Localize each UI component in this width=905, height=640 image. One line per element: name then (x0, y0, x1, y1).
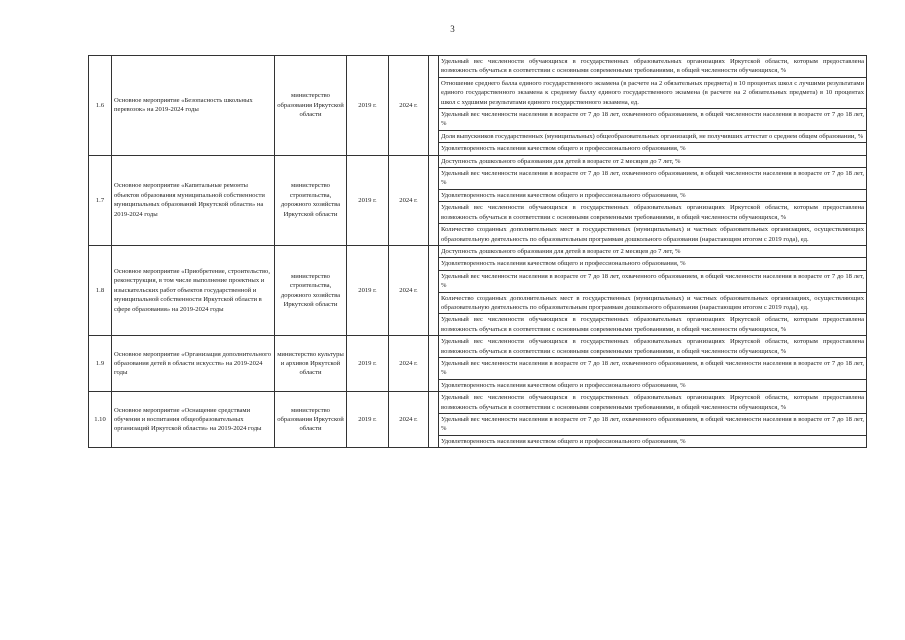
end-year: 2024 г. (389, 56, 429, 156)
end-year: 2024 г. (389, 336, 429, 392)
row-number: 1.8 (89, 245, 112, 335)
responsible-executor: министерство строительства, дорожного хозяйства Иркутской области (275, 155, 347, 245)
indicator-cell: Доля выпускников государственных (муниципальных) общеобразовательных организаций, не получивших аттестат о среднем общем образовании, % (439, 130, 867, 142)
indicator-cell: Удельный вес численности обучающихся в государственных образовательных организациях Иркутской области, которым предоставлена возможность обучаться в соответствии с основными современными требованиями, в общей численности обучающихся, % (439, 202, 867, 224)
activity-name: Основное мероприятие «Безопасность школьных перевозок» на 2019-2024 годы (112, 56, 275, 156)
table-row (89, 56, 867, 78)
spacer-cell (429, 155, 439, 245)
page-number: 3 (450, 24, 455, 34)
indicator-cell: Количество созданных дополнительных мест в государственных (муниципальных) и частных образовательных организациях, осуществляющих образовательную деятельность по образовательным программам дошкольного образования (нарастающим итогом с 2019 года), ед. (439, 292, 867, 314)
row-number: 1.7 (89, 155, 112, 245)
indicator-cell: Удельный вес численности обучающихся в государственных образовательных организациях Иркутской области, которым предоставлена возможность обучаться в соответствии с основными современными требованиями, в общей численности обучающихся, % (439, 336, 867, 358)
indicator-cell: Доступность дошкольного образования для детей в возрасте от 2 месяцев до 7 лет, % (439, 155, 867, 167)
indicator-cell: Удельный вес численности населения в возрасте от 7 до 18 лет, охваченного образованием, в общей численности населения в возрасте от 7 до 18 лет, % (439, 109, 867, 131)
start-year: 2019 г. (347, 392, 389, 448)
table-row (89, 336, 867, 358)
indicator-cell: Удельный вес численности населения в возрасте от 7 до 18 лет, охваченного образованием, в общей численности населения в возрасте от 7 до 18 лет, % (439, 357, 867, 379)
responsible-executor: министерство культуры и архивов Иркутской области (275, 336, 347, 392)
end-year: 2024 г. (389, 392, 429, 448)
row-number: 1.6 (89, 56, 112, 156)
spacer-cell (429, 56, 439, 156)
indicator-cell: Удовлетворенность населения качеством общего и профессионального образования, % (439, 143, 867, 155)
row-number: 1.9 (89, 336, 112, 392)
indicator-cell: Количество созданных дополнительных мест в государственных (муниципальных) и частных образовательных организациях, осуществляющих образовательную деятельность по образовательным программам дошкольного образования (нарастающим итогом с 2019 года), ед. (439, 224, 867, 246)
activity-name: Основное мероприятие «Оснащение средствами обучения и воспитания общеобразовательных организаций Иркутской области» на 2019-2024 годы (112, 392, 275, 448)
indicator-cell: Удовлетворенность населения качеством общего и профессионального образования, % (439, 258, 867, 270)
activity-name: Основное мероприятие «Капитальные ремонты объектов образования муниципальной собственности муниципальных образований Иркутской области» на 2019-2024 годы (112, 155, 275, 245)
indicator-cell: Отношение среднего балла единого государственного экзамена (в расчете на 2 обязательных предмета) в 10 процентах школ с лучшими результатами единого государственного экзамена к среднему баллу единого государственного экзамена (в расчете на 2 обязательных предмета) в 10 процентах школ с худшими результатами единого государственного экзамена, ед. (439, 77, 867, 108)
responsible-executor: министерство строительства, дорожного хозяйства Иркутской области (275, 245, 347, 335)
start-year: 2019 г. (347, 336, 389, 392)
activity-name: Основное мероприятие «Приобретение, строительство, реконструкция, в том числе выполнение проектных и изыскательских работ объектов государственной и муниципальной собственности Иркутской области в сфере образования» на 2019-2024 годы (112, 245, 275, 335)
spacer-cell (429, 336, 439, 392)
indicator-cell: Удельный вес численности населения в возрасте от 7 до 18 лет, охваченного образованием, в общей численности населения в возрасте от 7 до 18 лет, % (439, 414, 867, 436)
activity-name: Основное мероприятие «Организация дополнительного образования детей в области искусств» на 2019-2024 годы (112, 336, 275, 392)
indicator-cell: Удельный вес численности обучающихся в государственных образовательных организациях Иркутской области, которым предоставлена возможность обучаться в соответствии с основными современными требованиями, в общей численности обучающихся, % (439, 392, 867, 414)
start-year: 2019 г. (347, 155, 389, 245)
start-year: 2019 г. (347, 245, 389, 335)
indicator-cell: Удельный вес численности обучающихся в государственных образовательных организациях Иркутской области, которым предоставлена возможность обучаться в соответствии с основными современными требованиями, в общей численности обучающихся, % (439, 314, 867, 336)
spacer-cell (429, 392, 439, 448)
end-year: 2024 г. (389, 245, 429, 335)
table-row (89, 155, 867, 167)
indicator-cell: Удовлетворенность населения качеством общего и профессионального образования, % (439, 189, 867, 201)
indicator-cell: Доступность дошкольного образования для детей в возрасте от 2 месяцев до 7 лет, % (439, 245, 867, 257)
indicator-cell: Удовлетворенность населения качеством общего и профессионального образования, % (439, 435, 867, 447)
responsible-executor: министерство образования Иркутской области (275, 56, 347, 156)
row-number: 1.10 (89, 392, 112, 448)
indicator-cell: Удовлетворенность населения качеством общего и профессионального образования, % (439, 379, 867, 391)
indicator-cell: Удельный вес численности населения в возрасте от 7 до 18 лет, охваченного образованием, в общей численности населения в возрасте от 7 до 18 лет, % (439, 168, 867, 190)
start-year: 2019 г. (347, 56, 389, 156)
indicator-cell: Удельный вес численности населения в возрасте от 7 до 18 лет, охваченного образованием, в общей численности населения в возрасте от 7 до 18 лет, % (439, 270, 867, 292)
activities-table (88, 55, 867, 448)
table-row (89, 392, 867, 414)
table-row (89, 245, 867, 257)
indicator-cell: Удельный вес численности обучающихся в государственных образовательных организациях Иркутской области, которым предоставлена возможность обучаться в соответствии с основными современными требованиями, в общей численности обучающихся, % (439, 56, 867, 78)
spacer-cell (429, 245, 439, 335)
end-year: 2024 г. (389, 155, 429, 245)
responsible-executor: министерство образования Иркутской области (275, 392, 347, 448)
